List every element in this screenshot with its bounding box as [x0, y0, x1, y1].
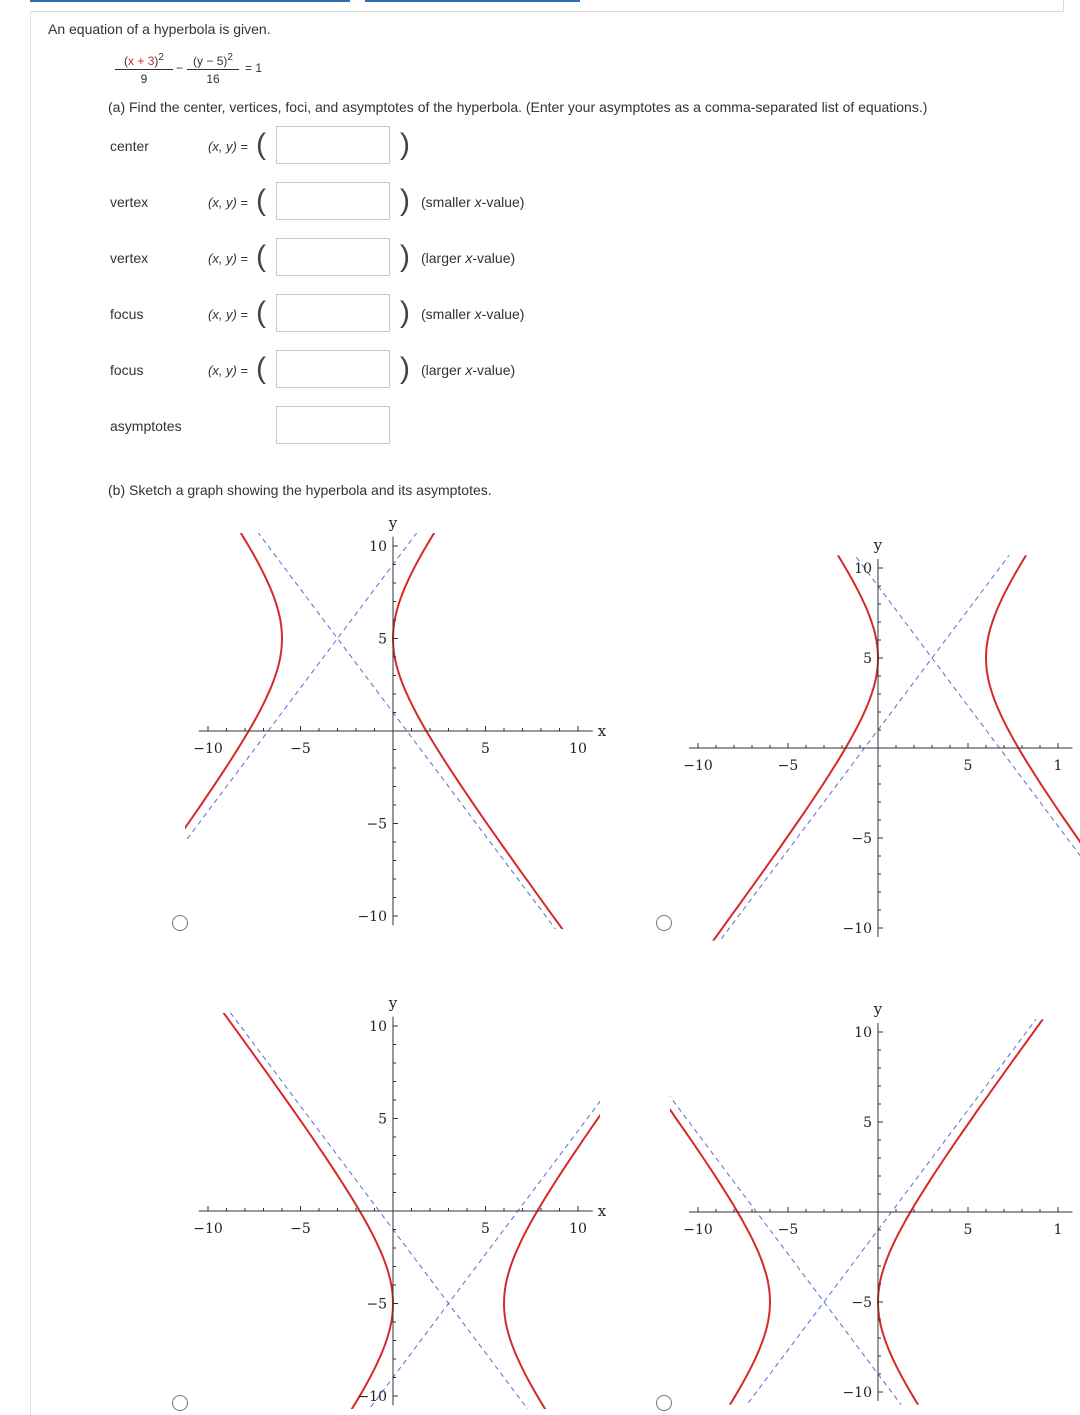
asymptote-line — [662, 942, 1080, 1415]
x-tick-label: 5 — [963, 758, 973, 774]
xy-label: (x, y) = — [208, 307, 249, 322]
vertex-label: vertex — [110, 194, 149, 210]
graph-option-c — [185, 985, 607, 1415]
focus-label: focus — [110, 362, 144, 378]
y-tick-label: 5 — [378, 631, 387, 648]
xy-label: (x, y) = — [208, 251, 249, 266]
progress-segment — [365, 0, 580, 2]
x-tick-label: −10 — [193, 1221, 223, 1237]
x-tick-label: 10 — [569, 1221, 587, 1237]
vertex-label: vertex — [110, 250, 149, 266]
y-tick-label: 5 — [378, 1111, 387, 1128]
y-tick-label: −5 — [851, 1295, 872, 1311]
y-tick-label: −10 — [357, 1389, 387, 1405]
left-paren: ( — [256, 128, 266, 161]
y-axis-label: y — [873, 536, 883, 554]
x-axis-label: x — [597, 1202, 607, 1220]
y-tick-label: −5 — [366, 1296, 387, 1313]
right-paren: ) — [400, 352, 410, 385]
asymptote-line — [662, 1086, 1080, 1415]
top-progress-bar — [0, 0, 1080, 12]
x-tick-label: −5 — [777, 758, 799, 774]
left-paren: ( — [256, 296, 266, 329]
x-tick-label: 1 — [1053, 1222, 1063, 1238]
fraction-2: $\frac{(y - 5)^2}{16}$ — [187, 52, 239, 86]
asymptotes-label: asymptotes — [110, 418, 182, 434]
radio-option-b[interactable] — [656, 915, 672, 931]
focus-smaller-note: (smaller x-value) — [421, 306, 525, 322]
asymptote-line — [662, 298, 1080, 874]
right-paren: ) — [400, 184, 410, 217]
y-axis-label: y — [873, 1000, 883, 1018]
y-tick-label: 10 — [369, 539, 387, 555]
vertex-smaller-note: (smaller x-value) — [421, 194, 525, 210]
x-tick-label: 5 — [481, 1221, 490, 1237]
question-intro: An equation of a hyperbola is given. — [48, 21, 271, 37]
right-paren: ) — [400, 240, 410, 273]
vertex-larger-note: (larger x-value) — [421, 250, 516, 266]
y-tick-label: 5 — [863, 1115, 872, 1131]
focus-smaller-input[interactable] — [276, 294, 390, 332]
radio-option-c[interactable] — [172, 1395, 188, 1411]
y-tick-label: 10 — [854, 561, 872, 577]
x-tick-label: −10 — [193, 741, 223, 757]
graph-option-b — [670, 505, 1080, 935]
x-tick-label: −5 — [290, 741, 311, 757]
x-tick-label: 10 — [569, 741, 587, 757]
focus-label: focus — [110, 306, 144, 322]
fraction-1: $\frac{(x + 3)^2}{9}$ — [115, 52, 173, 86]
y-axis-label: y — [388, 994, 398, 1012]
x-tick-label: 1 — [1053, 758, 1063, 774]
left-paren: ( — [256, 184, 266, 217]
x-tick-label: 5 — [963, 1222, 973, 1238]
center-label: center — [110, 138, 149, 154]
part-b-instructions: (b) Sketch a graph showing the hyperbola and its asymptotes. — [108, 482, 492, 498]
y-tick-label: −10 — [842, 1385, 872, 1401]
focus-larger-note: (larger x-value) — [421, 362, 516, 378]
left-paren: ( — [256, 240, 266, 273]
radio-option-a[interactable] — [172, 915, 188, 931]
x-tick-label: −5 — [777, 1222, 799, 1238]
x-axis-label: x — [597, 722, 607, 740]
vertex-larger-input[interactable] — [276, 238, 390, 276]
graph-option-d — [670, 985, 1080, 1415]
right-paren: ) — [400, 128, 410, 161]
radio-option-d[interactable] — [656, 1395, 672, 1411]
x-tick-label: −10 — [683, 758, 713, 774]
part-a-instructions: (a) Find the center, vertices, foci, and asymptotes of the hyperbola. (Enter your asymptotes as a comma-separated list of equations.) — [108, 99, 928, 115]
y-tick-label: 10 — [369, 1019, 387, 1035]
minus-sign: − — [176, 61, 184, 75]
x-tick-label: −5 — [290, 1221, 311, 1237]
left-paren: ( — [256, 352, 266, 385]
y-tick-label: −5 — [851, 831, 872, 847]
y-tick-label: −10 — [357, 909, 387, 925]
y-tick-label: −5 — [366, 816, 387, 833]
y-tick-label: 5 — [863, 651, 872, 667]
asymptotes-input[interactable] — [276, 406, 390, 444]
x-tick-label: 5 — [481, 741, 490, 757]
left-border — [30, 11, 31, 1415]
graph-option-a — [185, 505, 607, 935]
vertex-smaller-input[interactable] — [276, 182, 390, 220]
progress-segment — [30, 0, 350, 2]
equals-one: = 1 — [245, 61, 263, 75]
right-paren: ) — [400, 296, 410, 329]
y-axis-label: y — [388, 514, 398, 532]
focus-larger-input[interactable] — [276, 350, 390, 388]
xy-label: (x, y) = — [208, 195, 249, 210]
x-tick-label: −10 — [683, 1222, 713, 1238]
xy-label: (x, y) = — [208, 363, 249, 378]
center-input[interactable] — [276, 126, 390, 164]
y-tick-label: −10 — [842, 921, 872, 937]
xy-label: (x, y) = — [208, 139, 249, 154]
y-tick-label: 10 — [854, 1025, 872, 1041]
